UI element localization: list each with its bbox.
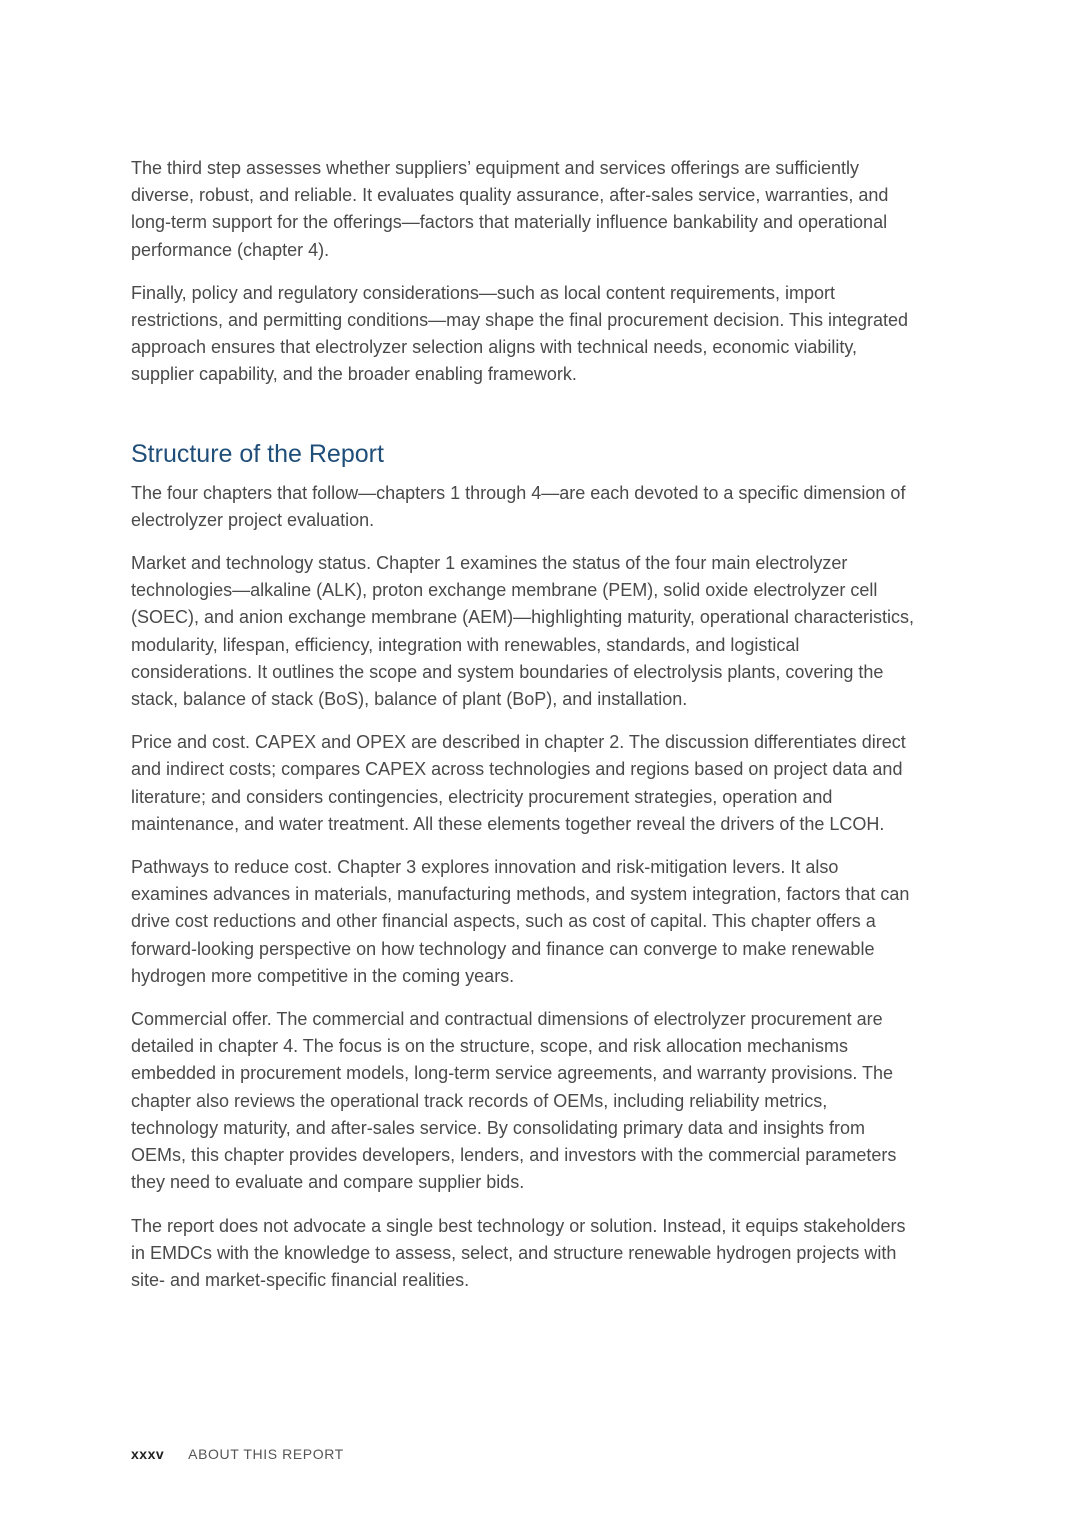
running-head: ABOUT THIS REPORT (188, 1446, 344, 1462)
structure-paragraph-overview: The four chapters that follow—chapters 1 through 4—are each devoted to a specific dimension of electrolyzer project evaluation. (131, 482, 906, 530)
page-number: xxxv (131, 1446, 165, 1462)
structure-paragraph-price: Price and cost. CAPEX and OPEX are described in chapter 2. The discussion differentiates direct and indirect costs; compares CAPEX across technologies and regions based on project data and literature; and considers contingencies, electricity procurement strategies, operation and maintenance, and water treatment. All these elements together reveal the drivers of the LCOH. (131, 732, 906, 834)
page-content (131, 155, 919, 1310)
structure-paragraph-market: Market and technology status. Chapter 1 examines the status of the four main electrolyzer technologies—alkaline (ALK), proton exchange membrane (PEM), solid oxide electrolyzer cell (SOEC), and anion exchange membrane (AEM)—highlighting maturity, operational characteristics, modularity, lifespan, efficiency, integration with renewables, standards, and logistical considerations. It outlines the scope and system boundaries of electrolysis plants, covering the stack, balance of stack (BoS), balance of plant (BoP), and installation. (131, 553, 915, 710)
intro-paragraph-1: The third step assesses whether suppliers’ equipment and services offerings are sufficiently diverse, robust, and reliable. It evaluates quality assurance, after-sales service, warranties, and long-term support for the offerings—factors that materially influence bankability and operational performance (chapter 4). (131, 158, 889, 260)
structure-paragraph-commercial: Commercial offer. The commercial and contractual dimensions of electrolyzer procurement are detailed in chapter 4. The focus is on the structure, scope, and risk allocation mechanisms embedded in procurement models, long-term service agreements, and warranty provisions. The chapter also reviews the operational track records of OEMs, including reliability metrics, technology maturity, and after-sales service. By consolidating primary data and insights from OEMs, this chapter provides developers, lenders, and investors with the commercial parameters they need to evaluate and compare supplier bids. (131, 1009, 897, 1193)
structure-paragraph-pathways: Pathways to reduce cost. Chapter 3 explores innovation and risk-mitigation levers. It also examines advances in materials, manufacturing methods, and system integration, factors that can drive cost reductions and other financial aspects, such as cost of capital. This chapter offers a forward-looking perspective on how technology and finance can converge to make renewable hydrogen more competitive in the coming years. (131, 857, 910, 986)
section-title: Structure of the Report (131, 439, 384, 468)
intro-paragraph-2: Finally, policy and regulatory considerations—such as local content requirements, import restrictions, and permitting conditions—may shape the final procurement decision. This integrated approach ensures that electrolyzer selection aligns with technical needs, economic viability, supplier capability, and the broader enabling framework. (131, 282, 909, 385)
page-footer (131, 1444, 344, 1464)
structure-paragraph-conclusion: The report does not advocate a single best technology or solution. Instead, it equips stakeholders in EMDCs with the knowledge to assess, select, and structure renewable hydrogen projects with site- and market-specific financial realities. (131, 1215, 906, 1290)
